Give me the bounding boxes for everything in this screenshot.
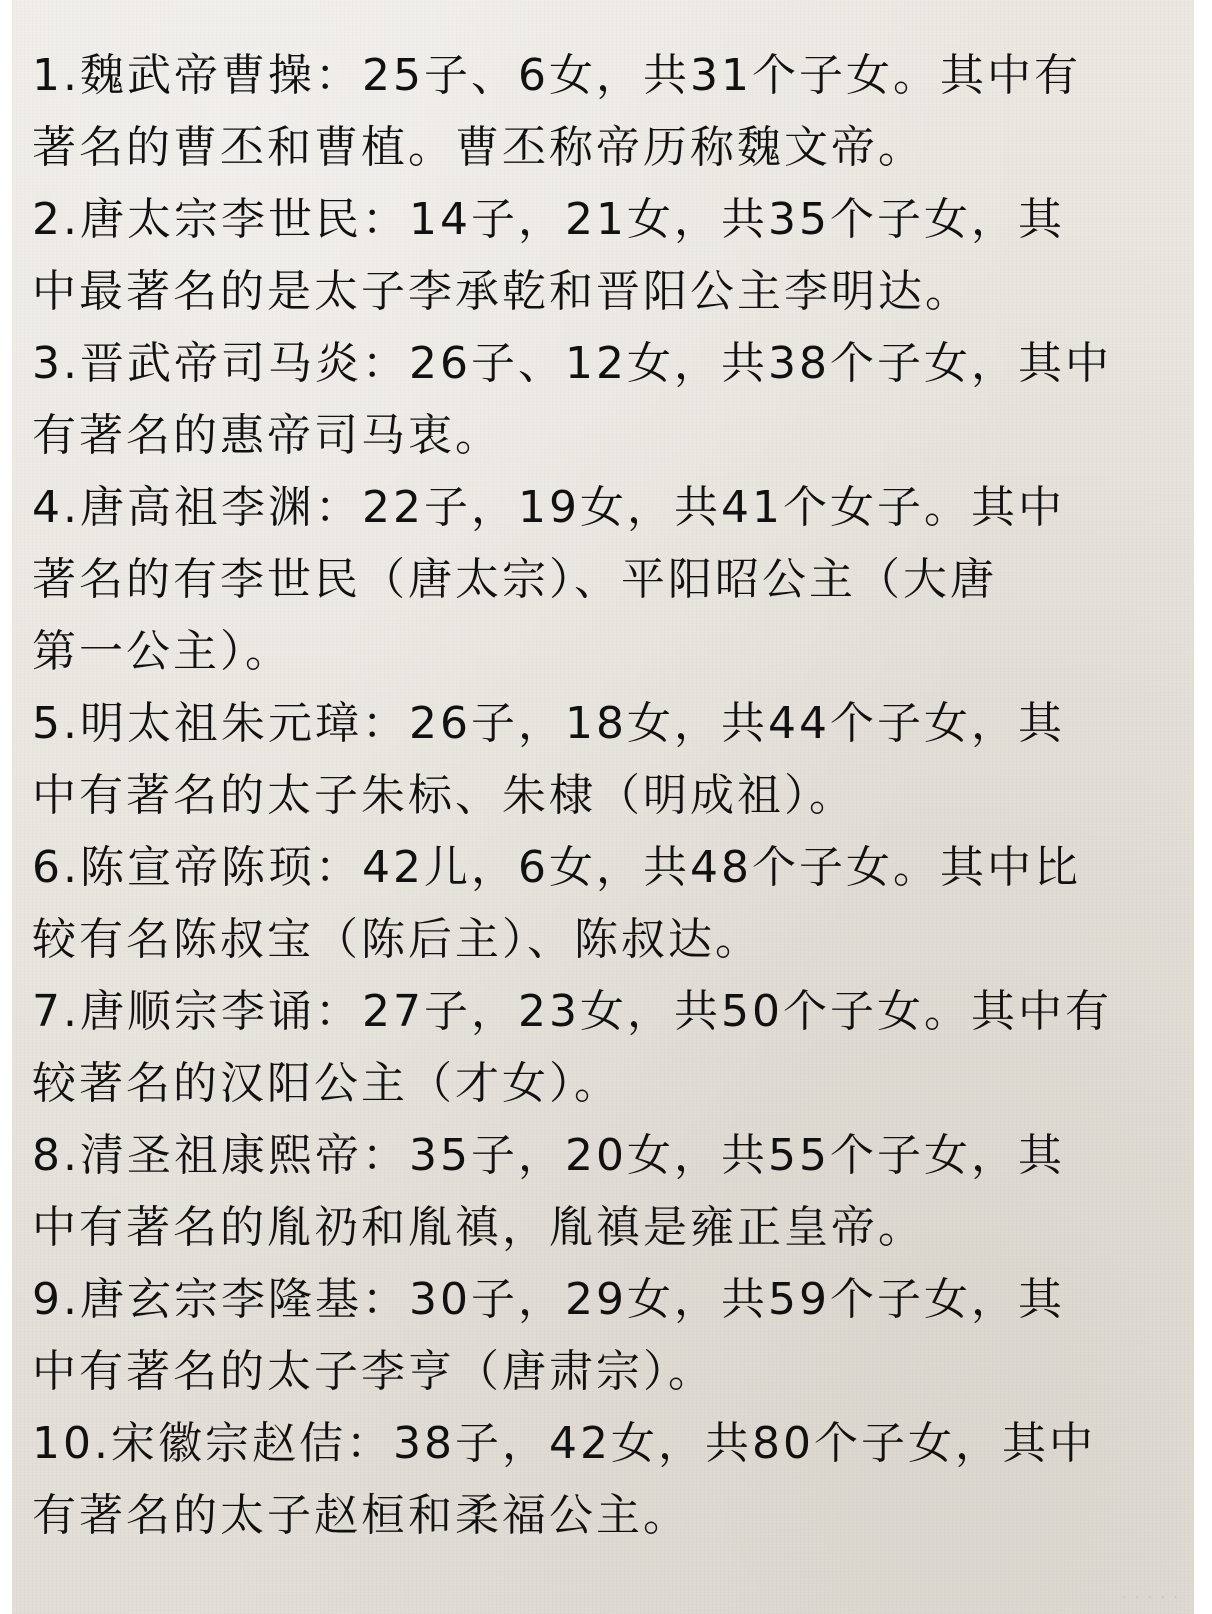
entry-10-line-2: 有著名的太子赵桓和柔福公主。 xyxy=(32,1490,690,1541)
list-item-5 xyxy=(32,688,1168,832)
entry-4-line-1: 4.唐高祖李渊：22子，19女，共41个女子。其中 xyxy=(32,482,1065,533)
entry-3-line-1: 3.晋武帝司马炎：26子、12女，共38个子女，其中 xyxy=(32,338,1112,389)
entry-4-line-2: 著名的有李世民（唐太宗）、平阳昭公主（大唐 xyxy=(32,554,997,605)
entry-5-line-2: 中有著名的太子朱标、朱棣（明成祖）。 xyxy=(32,770,856,821)
list-item-8 xyxy=(32,1120,1168,1264)
list-item-3 xyxy=(32,328,1168,472)
watermark: · · · · · xyxy=(1121,1590,1180,1606)
entry-2-line-2: 中最著名的是太子李承乾和晋阳公主李明达。 xyxy=(32,266,972,317)
list-item-2 xyxy=(32,184,1168,328)
list-item-6 xyxy=(32,832,1168,976)
entry-9-line-1: 9.唐玄宗李隆基：30子，29女，共59个子女，其 xyxy=(32,1274,1065,1325)
entry-10-line-1: 10.宋徽宗赵佶：38子，42女，共80个子女，其中 xyxy=(32,1418,1096,1469)
entry-6-line-1: 6.陈宣帝陈顼：42儿，6女，共48个子女。其中比 xyxy=(32,842,1081,893)
entry-6-line-2: 较有名陈叔宝（陈后主）、陈叔达。 xyxy=(32,914,762,965)
list-item-9 xyxy=(32,1264,1168,1408)
entry-8-line-1: 8.清圣祖康熙帝：35子，20女，共55个子女，其 xyxy=(32,1130,1065,1181)
entry-3-line-2: 有著名的惠帝司马衷。 xyxy=(32,410,502,461)
entry-9-line-2: 中有著名的太子李亨（唐肃宗）。 xyxy=(32,1346,715,1397)
list-item-10 xyxy=(32,1408,1168,1552)
list-item-4 xyxy=(32,472,1168,688)
list-item-7 xyxy=(32,976,1168,1120)
entry-1-line-1: 1.魏武帝曹操：25子、6女，共31个子女。其中有 xyxy=(32,50,1081,101)
entry-4-line-3: 第一公主）。 xyxy=(32,626,292,677)
entry-7-line-1: 7.唐顺宗李诵：27子，23女，共50个子女。其中有 xyxy=(32,986,1112,1037)
entry-7-line-2: 较著名的汉阳公主（才女）。 xyxy=(32,1058,621,1109)
entry-1-line-2: 著名的曹丕和曹植。曹丕称帝历称魏文帝。 xyxy=(32,122,925,173)
entry-8-line-2: 中有著名的胤礽和胤禛，胤禛是雍正皇帝。 xyxy=(32,1202,925,1253)
entry-5-line-1: 5.明太祖朱元璋：26子，18女，共44个子女，其 xyxy=(32,698,1065,749)
entry-2-line-1: 2.唐太宗李世民：14子，21女，共35个子女，其 xyxy=(32,194,1065,245)
document-page xyxy=(12,0,1194,1614)
list-item-1 xyxy=(32,40,1168,184)
